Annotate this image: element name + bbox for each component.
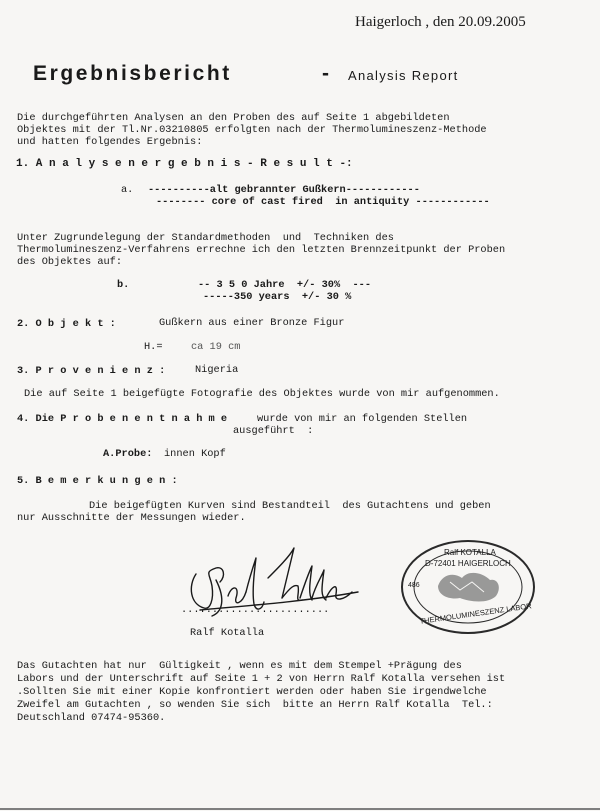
stamp-number: 486 [408, 582, 420, 589]
footer-line-4: Zweifel am Gutachten , so wenden Sie sich bitte an Herrn Ralf Kotalla Tel.: [17, 699, 493, 711]
footer-line-5: Deutschland 07474-95360. [17, 712, 166, 724]
footer-line-3: .Sollten Sie mit einer Kopie konfrontiert werden oder haben Sie irgendwelche [17, 686, 487, 698]
item-b-label: b. [117, 279, 130, 291]
item-b-en: -----350 years +/- 30 % [203, 291, 352, 303]
probe-label: A.Probe: [103, 448, 153, 460]
section-3-heading: 3. P r o v e n i e n z : [17, 365, 166, 377]
height-value: ca 19 cm [191, 341, 241, 353]
stamp-ring-text: THERMOLUMINESZENZ LABOR [419, 601, 533, 626]
stamp-line-2: D-72401 HAIGERLOCH [425, 559, 511, 568]
probenentnahme-text-1: wurde von mir an folgenden Stellen [257, 413, 468, 425]
section-5-heading: 5. B e m e r k u n g e n : [17, 475, 178, 487]
section-1-para-2: Thermolumineszenz-Verfahrens errechne ich den letzten Brennzeitpunkt der Proben [17, 244, 506, 256]
signature-name: Ralf Kotalla [190, 627, 265, 639]
report-title-de: Ergebnisbericht [33, 62, 232, 85]
stamp-line-1: Ralf KOTALLA [444, 548, 496, 557]
bemerkungen-line-2: nur Ausschnitte der Messungen wieder. [17, 512, 246, 524]
item-b-de: -- 3 5 0 Jahre +/- 30% --- [198, 279, 372, 291]
item-a-en: -------- core of cast fired in antiquity ------------ [156, 196, 490, 208]
height-label: H.= [144, 341, 163, 353]
bottom-scan-edge [0, 808, 600, 810]
report-title-en: Analysis Report [348, 68, 459, 83]
bemerkungen-line-1: Die beigefügten Kurven sind Bestandteil des Gutachtens und geben [89, 500, 491, 512]
footer-line-1: Das Gutachten hat nur Gültigkeit , wenn es mit dem Stempel +Prägung des [17, 660, 462, 672]
provenienz-text: Die auf Seite 1 beigefügte Fotografie des Objektes wurde von mir aufgenommen. [24, 388, 500, 400]
section-1-heading: 1. A n a l y s e n e r g e b n i s - R e s u l t -: [16, 158, 353, 170]
provenienz-value: Nigeria [195, 364, 239, 376]
probe-value: innen Kopf [164, 448, 226, 460]
signature-dots: ........................ [181, 604, 330, 616]
place-date: Haigerloch , den 20.09.2005 [355, 14, 526, 30]
section-4-heading: 4. Die P r o b e n e n t n a h m e [17, 413, 228, 425]
intro-line-3: und hatten folgendes Ergebnis: [17, 136, 203, 148]
item-a-label: a. [121, 184, 134, 196]
footer-line-2: Labors und der Unterschrift auf Seite 1 + 2 von Herrn Ralf Kotalla versehen ist [17, 673, 506, 685]
section-1-para-1: Unter Zugrundelegung der Standardmethoden und Techniken des [17, 232, 394, 244]
objekt-value: Gußkern aus einer Bronze Figur [159, 317, 345, 329]
intro-line-1: Die durchgeführten Analysen an den Proben des auf Seite 1 abgebildeten [17, 112, 450, 124]
section-1-para-3: des Objektes auf: [17, 256, 123, 268]
item-a-de: ----------alt gebrannter Gußkern------------ [148, 184, 420, 196]
intro-line-2: Objektes mit der Tl.Nr.03210805 erfolgten nach der Thermolumineszenz-Methode [17, 124, 487, 136]
section-2-heading: 2. O b j e k t : [17, 318, 116, 330]
report-title-sep: - [322, 62, 329, 85]
probenentnahme-text-2: ausgeführt : [233, 425, 314, 437]
